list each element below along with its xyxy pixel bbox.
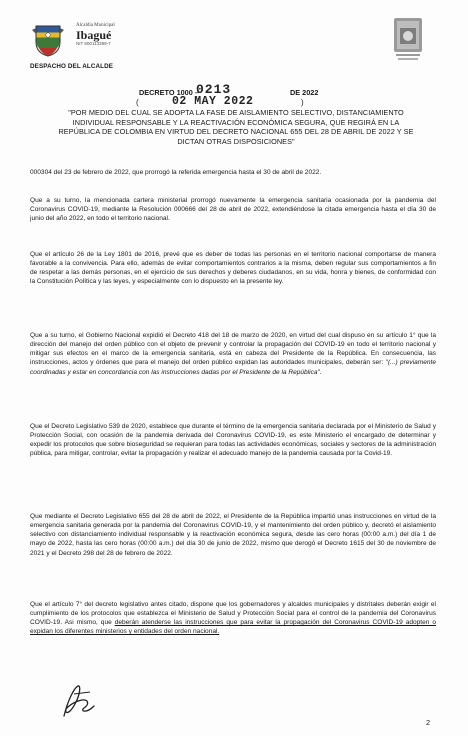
city-name: Ibagué	[76, 28, 112, 42]
date-paren-close: )	[301, 98, 304, 107]
paragraph-4-quote: "(...) previamente coordinadas y estar en concordancia con las instrucciones dadas por el Presidente de la República".	[30, 359, 436, 376]
paragraph-7-underlined: deberán atenderse las instrucciones que para evitar la propagación del Coronavirus COVID-19 adopten o expidan los diferentes ministerios y entidades del orden nacional.	[30, 619, 437, 636]
paragraph-7-text: Que el artículo 7° del decreto legislativo antes citado, dispone que los gobernadores y alcaldes municipales y distritales deberán exigir el cumplimiento de los protocolos que establezca el Ministerio de Salud y Protección Social para el control de la pandemia del Coronavirus COVID-19. Asi mismo, que	[30, 601, 436, 627]
paragraph-4-text: Que a su turno, el Gobierno Nacional expidió el Decreto 418 del 18 de marzo de 2020, en virtud del cual dispuso en su artículo 1° que la dirección del manejo del orden público con el objeto de prevenir y controlar la propagación del COVID-19 en todo el territorio nacional y mitigar sus efectos en el marco de la emergencia sanitaria, está en cabeza del Presidente de la República. En consecuencia, las instrucciones, actos y órdenes que para el manejo del orden público expidan las autoridades municipales, deberán ser:	[30, 332, 436, 367]
quality-seal-icon	[392, 16, 424, 62]
decree-date: 02 MAY 2022	[172, 95, 254, 108]
ibague-crest-icon	[30, 22, 66, 58]
org-name: Alcaldía Municipal	[76, 23, 115, 28]
paragraph-6: Que mediante el Decreto Legislativo 655 del 28 de abril de 2022, el Presidente de la República impartió unas instrucciones en virtud de la emergencia sanitaria generada por la pandemia del Coronavirus COVID-19, y el mantenimiento del orden público y, decretó el aislamiento selectivo con distanciamiento individual responsable y la reactivación económica segura, desde las cero horas (00:00 a.m.) del día 1 de mayo de 2022, hasta las cero horas (00:00 a.m.) del día 30 de junio de 2022, mismo que derogó el Decreto 1615 del 30 de noviembre de 2021 y el Decreto 298 del 28 de febrero de 2022.	[30, 513, 436, 557]
decree-year: DE 2022	[290, 88, 319, 97]
page-number: 2	[426, 718, 431, 727]
letterhead-top	[30, 22, 180, 58]
paragraph-3: Que el artículo 26 de la Ley 1801 de 2016, prevé que es deber de todas las personas en el territorio nacional comportarse de manera favorable a la convivencia. Para ello, además de evitar comportamientos contrarios a la misma, deben regular sus comportamientos a fin de respetar a las demás personas, en el ejercicio de sus derechos y deberes ciudadanos, en su vida, honra y bienes, de conformidad con la Constitución Política y las leyes, y especialmente con lo dispuesto en la presente ley.	[30, 251, 436, 286]
office-name: DESPACHO DEL ALCALDE	[30, 63, 114, 70]
letterhead	[30, 22, 180, 66]
decree-number: 0213	[196, 82, 232, 97]
decree-title: "POR MEDIO DEL CUAL SE ADOPTA LA FASE DE AISLAMIENTO SELECTIVO, DISTANCIAMIENTO INDIVIDUAL RESPONSABLE Y LA REACTIVACIÓN ECONÓMICA SEGURA, QUE REGIRÁ EN LA REPÚBLICA DE COLOMBIA EN VIRTUD DEL DECRETO NACIONAL 655 DEL 28 DE ABRIL DE 2022 Y SE DICTAN OTRAS DISPOSICIONES"	[58, 108, 414, 146]
paragraph-7	[30, 600, 436, 637]
paragraph-4	[30, 331, 436, 377]
paragraph-1: 000304 del 23 de febrero de 2022, que prorrogó la referida emergencia hasta el 30 de abril de 2022.	[30, 169, 322, 176]
date-paren-open: (	[136, 98, 139, 107]
signature-initials	[54, 680, 106, 722]
nit-number: NIT 800113389-7	[76, 41, 111, 46]
decree-label: DECRETO 1000 –	[139, 88, 199, 97]
paragraph-2: Que a su turno, la mencionada cartera ministerial prorrogó nuevamente la emergencia sanitaria ocasionada por la pandemia del Coronavirus COVID-19, mediante la Resolución 000666 del 28 de abril de 2022, extendiéndose la citada emergencia hasta el día 30 de junio del año 2022, en todo el territorio nacional.	[30, 197, 436, 223]
letterhead-text	[76, 23, 115, 47]
paragraph-5: Que el Decreto Legislativo 539 de 2020, establece que durante el término de la emergencia sanitaria declarada por el Ministerio de Salud y Protección Social, con ocasión de la pandemia derivada del Coronavirus COVID-19, es este Ministerio el encargado de determinar y expedir los protocolos que sobre bioseguridad se requieran para todas las actividades económicas, sociales y sectores de la administración pública, para mitigar, controlar, evitar la propagación y realizar el adecuado manejo de la pandemia causada por la Covid-19.	[30, 423, 436, 458]
